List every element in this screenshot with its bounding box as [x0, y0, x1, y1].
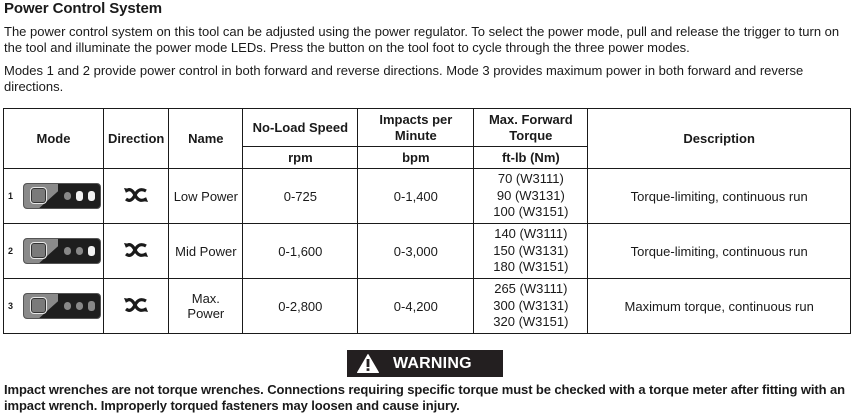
- power-modes-table: [3, 108, 851, 334]
- mode-button-icon: [30, 297, 47, 314]
- led-icon: [88, 301, 95, 311]
- impacts-per-minute: 0-3,000: [358, 224, 474, 279]
- mode-description: Torque-limiting, continuous run: [588, 224, 851, 279]
- mode-number: 1: [8, 191, 14, 201]
- header-max-forward-torque: Max. Forward Torque: [474, 109, 588, 147]
- led-icon: [76, 247, 83, 255]
- impacts-per-minute: 0-1,400: [358, 169, 474, 224]
- forward-reverse-arrows-icon: [124, 188, 148, 202]
- torque-w3131: 300 (W3131): [493, 297, 569, 313]
- max-forward-torque: [474, 279, 588, 334]
- table-row: [4, 224, 851, 279]
- header-impacts-per-minute: Impacts per Minute: [358, 109, 474, 147]
- mode-indicator-panel-icon: [23, 183, 101, 209]
- table-row: [4, 279, 851, 334]
- mode-number: 2: [8, 246, 14, 256]
- section-title: Power Control System: [4, 0, 163, 17]
- mode-name: Max. Power: [169, 279, 243, 334]
- forward-reverse-arrows-icon: [124, 243, 148, 257]
- mode-button-icon: [30, 242, 47, 259]
- warning-text: Impact wrenches are not torque wrenches. Connections requiring specific torque must be checked with a torque meter after fitting with an impact wrench. Improperly torqued fasteners may loosen and cause injury.: [4, 382, 845, 413]
- direction-cell: [104, 224, 169, 279]
- mode-name: Low Power: [169, 169, 243, 224]
- warning-label: WARNING: [393, 354, 472, 372]
- torque-w3111: 70 (W3111): [497, 171, 564, 187]
- led-icon: [76, 191, 83, 201]
- no-load-speed: 0-1,600: [243, 224, 358, 279]
- unit-ft-lb: ft-lb (Nm): [474, 147, 588, 169]
- mode-cell: [4, 224, 104, 279]
- header-name: Name: [169, 109, 243, 169]
- warning-triangle-icon: [357, 354, 379, 373]
- torque-w3131: 150 (W3131): [493, 242, 569, 258]
- mode-description: Torque-limiting, continuous run: [588, 169, 851, 224]
- torque-w3111: 265 (W3111): [494, 281, 568, 297]
- mode-indicator-panel-icon: [23, 293, 101, 319]
- torque-w3131: 90 (W3131): [496, 187, 565, 203]
- unit-rpm: rpm: [243, 147, 358, 169]
- table-header-row: [4, 109, 851, 147]
- modes-paragraph: Modes 1 and 2 provide power control in both forward and reverse directions. Mode 3 provides maximum power in both forward and reverse directions.: [4, 63, 804, 94]
- mode-indicator-panel-icon: [23, 238, 101, 264]
- impacts-per-minute: 0-4,200: [358, 279, 474, 334]
- mode-number: 3: [8, 301, 14, 311]
- torque-w3151: 320 (W3151): [493, 314, 569, 330]
- torque-w3111: 140 (W3111): [494, 226, 568, 242]
- no-load-speed: 0-2,800: [243, 279, 358, 334]
- led-icon: [64, 192, 71, 200]
- mode-button-icon: [30, 187, 47, 204]
- direction-cell: [104, 279, 169, 334]
- mode-cell: [4, 169, 104, 224]
- header-description: Description: [588, 109, 851, 169]
- no-load-speed: 0-725: [243, 169, 358, 224]
- torque-w3151: 100 (W3151): [493, 204, 569, 220]
- direction-cell: [104, 169, 169, 224]
- forward-reverse-arrows-icon: [124, 298, 148, 312]
- max-forward-torque: [474, 224, 588, 279]
- mode-name: Mid Power: [169, 224, 243, 279]
- warning-badge: [347, 350, 503, 377]
- mode-description: Maximum torque, continuous run: [588, 279, 851, 334]
- header-direction: Direction: [104, 109, 169, 169]
- led-icon: [88, 191, 95, 201]
- unit-bpm: bpm: [358, 147, 474, 169]
- intro-paragraph: The power control system on this tool can be adjusted using the power regulator. To select the power mode, pull and release the trigger to turn on the tool and illuminate the power mode LEDs. Press the button on the tool foot to cycle through the three power modes.: [4, 24, 840, 55]
- max-forward-torque: [474, 169, 588, 224]
- led-icon: [64, 302, 71, 310]
- torque-w3151: 180 (W3151): [493, 259, 569, 275]
- header-no-load-speed: No-Load Speed: [243, 109, 358, 147]
- led-icon: [76, 302, 83, 310]
- header-mode: Mode: [4, 109, 104, 169]
- led-icon: [64, 247, 71, 255]
- mode-cell: [4, 279, 104, 334]
- table-row: [4, 169, 851, 224]
- led-icon: [88, 246, 95, 256]
